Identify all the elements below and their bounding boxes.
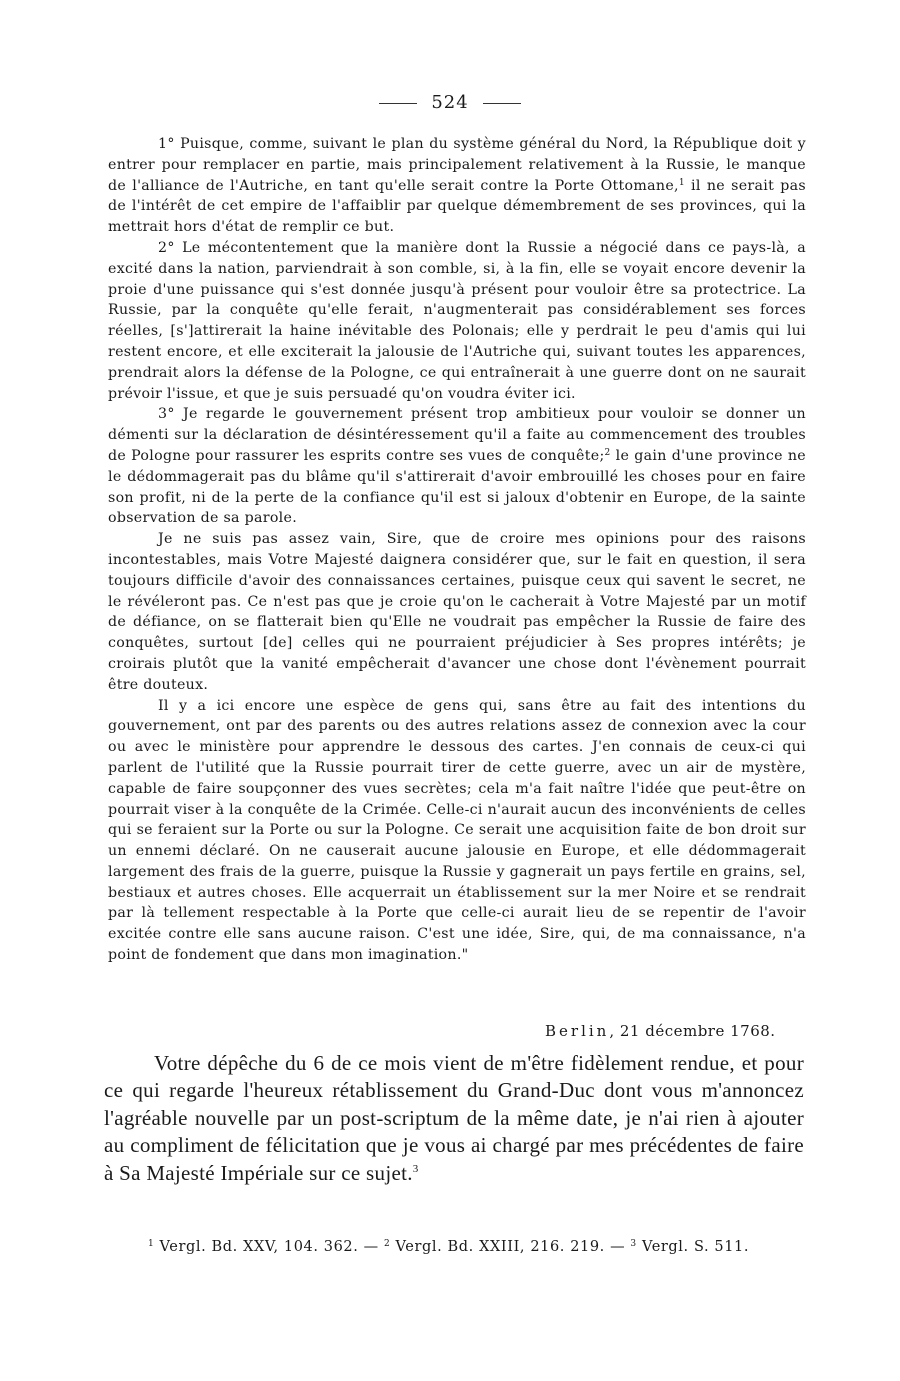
header-rule-right bbox=[483, 103, 521, 104]
header-rule-left bbox=[379, 103, 417, 104]
footnote-ref-3: 3 bbox=[412, 1162, 419, 1175]
footnote-1: Vergl. Bd. XXV, 104. 362. — bbox=[154, 1239, 384, 1255]
page-number: 524 bbox=[431, 92, 469, 113]
dateline-date: , 21 décembre 1768. bbox=[609, 1022, 776, 1040]
paragraph-point-1: 1° Puisque, comme, suivant le plan du système général du Nord, la République doit y entrer pour remplacer en partie, mais principalement relativement à la Russie, le manque de l'alliance de l'Autriche, en tant qu'elle serait contre la Porte Ottomane,$^1$ il ne serait pas de l'intérêt de cet empire de l'affaiblir par quelque démembrement de ses provinces, qui la mettrait hors d'état de remplir ce but. bbox=[108, 136, 806, 236]
dateline-place: Berlin bbox=[545, 1022, 610, 1040]
footnote-ref-1: 1 bbox=[678, 177, 685, 188]
footnote-mark-1: 1 bbox=[148, 1239, 155, 1249]
footnote-3: Vergl. S. 511. bbox=[636, 1239, 750, 1255]
footnote-mark-3: 3 bbox=[630, 1239, 637, 1249]
paragraph-point-2: 2° Le mécontentement que la manière dont la Russie a négocié dans ce pays-là, a excité dans la nation, parviendrait à son comble, si, à la fin, elle se voyait encore devenir la proie d'une puissance qui s'est donnée jusqu'à présent pour vouloir être sa protectrice. La Russie, par la conquête qu'elle ferait, n'augmenterait pas considérablement ses forces réelles, [s']attirerait la haine inévitable des Polonais; elle y perdrait le peu d'amis qui lui restent encore, et elle exciterait la jalousie de l'Autriche qui, suivant toutes les apparences, prendrait alors la défense de la Pologne, ce qui entraînerait à une guerre dont on ne saurait prévoir l'issue, et que je suis persuadé qu'on voudra éviter ici. bbox=[108, 239, 806, 402]
letter-body bbox=[104, 1050, 804, 1187]
page-header bbox=[0, 92, 900, 113]
dateline bbox=[545, 1022, 776, 1040]
letter-paragraph: Votre dépêche du 6 de ce mois vient de m'être fidèlement rendue, et pour ce qui regarde l'heureux rétablissement du Grand-Duc dont vous m'annoncez l'agréable nouvelle par un post-scriptum de la même date, je n'ai rien à ajouter au compliment de félicitation que je vous ai chargé par mes précédentes de faire à Sa Majesté Impériale sur ce sujet.$^3$ bbox=[104, 1051, 804, 1185]
paragraph-point-3: 3° Je regarde le gouvernement présent trop ambitieux pour vouloir se donner un démenti sur la déclaration de désintéressement qu'il a faite au commencement des troubles de Pologne pour rassurer les esprits contre ses vues de conquête;$^2$ le gain d'une province ne le dédommagerait pas du blâme qu'il s'attirerait d'avoir embrouillé les choses pour en faire son profit, ni de la perte de la confiance qu'il est si jaloux d'obtenir en Europe, de la sainte observation de sa parole. bbox=[108, 406, 807, 527]
paragraph-crimea: Il y a ici encore une espèce de gens qui, sans être au fait des intentions du gouvernement, ont par des parents ou des autres relations assez de connexion avec la cour ou avec le ministère pour apprendre le dessous des cartes. J'en connais de ceux-ci qui parlent de l'utilité que la Russie pourrait tirer de cette guerre, avec un air de mystère, capable de faire soupçonner des vues secrètes; cela m'a fait naître l'idée que peut-être on pourrait viser à la conquête de la Crimée. Celle-ci n'aurait aucun des inconvénients de celles qui se feraient sur la Porte ou sur la Pologne. Ce serait une acquisition faite de bon droit sur un ennemi déclaré. On ne causerait aucune jalousie en Europe, et elle dédommagerait largement des frais de la guerre, puisque la Russie y gagnerait un pays fertile en grains, sel, bestiaux et autres choses. Elle acquerrait un établissement sur la mer Noire et se rendrait par là tellement respectable à la Porte que celle-ci aurait lieu de se repentir de l'avoir excitée contre elle sans aucune raison. C'est une idée, Sire, qui, de ma connaissance, n'a point de fondement que dans mon imagination." bbox=[108, 697, 806, 964]
footnote-line bbox=[104, 1236, 806, 1258]
footnote-ref-2: 2 bbox=[604, 447, 611, 458]
quoted-report bbox=[108, 134, 806, 966]
footnotes bbox=[104, 1236, 806, 1258]
paragraph-opinion: Je ne suis pas assez vain, Sire, que de croire mes opinions pour des raisons incontestables, mais Votre Majesté daignera considérer que, sur le fait en question, il sera toujours difficile d'avoir des connaissances certaines, puisque ceux qui savent le secret, ne le révéleront pas. Ce n'est pas que je croie qu'on le cacherait à Votre Majesté par un motif de défiance, on se flatterait bien qu'Elle ne voudrait pas empêcher la Russie de faire des conquêtes, surtout [de] celles qui ne pourraient préjudicier à Ses propres intérêts; je croirais plutôt que la vanité empêcherait d'avancer une chose dont l'évènement pourrait être douteux. bbox=[108, 531, 806, 693]
footnote-2: Vergl. Bd. XXIII, 216. 219. — bbox=[390, 1239, 631, 1255]
footnote-mark-2: 2 bbox=[383, 1239, 391, 1249]
